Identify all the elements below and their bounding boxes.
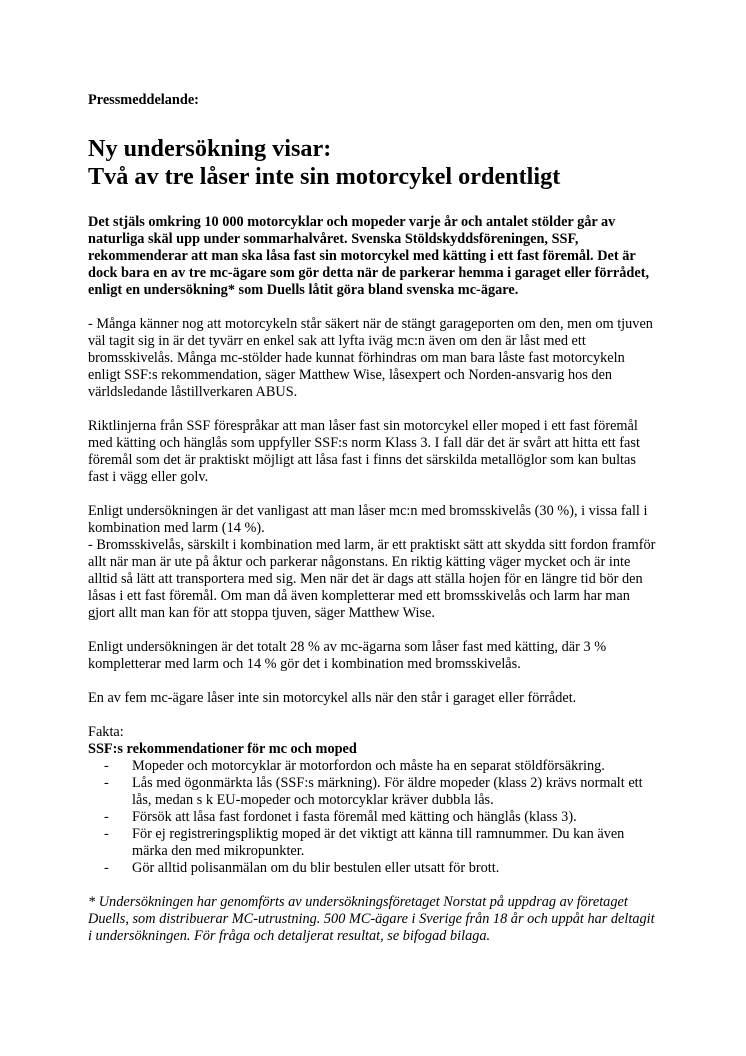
list-bullet: -: [104, 826, 109, 842]
body-paragraph-1: - Många känner nog att motorcykeln står säkert när de stängt garageporten om den, men om tjuven väl tagit sig in är det tyvärr en enkel sak att lyfta iväg mc:n även om den är låst med ett bromsskivelås. Många mc-stölder hade kunnat förhindras om man bara låste fast motorcykeln enligt SSF:s rekommendation, säger Matthew Wise, låsexpert och Norden-ansvarig hos den världsledande låstillverkaren ABUS.: [88, 316, 653, 400]
facts-label: Fakta:: [88, 724, 124, 740]
list-item-text: Lås med ögonmärkta lås (SSF:s märkning). För äldre mopeder (klass 2) krävs normalt ett lås, medan s k EU-mopeder och motorcyklar kräver dubbla lås.: [132, 775, 643, 808]
facts-list: [88, 758, 658, 877]
body-paragraph-2: Riktlinjerna från SSF förespråkar att man låser fast sin motorcykel eller moped i ett fast föremål med kätting och hänglås som uppfyller SSF:s norm Klass 3. I fall där det är svårt att hitta ett fast föremål som det är praktiskt möjligt att låsa fast i finns det särskilda metallöglor som kan bultas fast i vägg eller golv.: [88, 418, 640, 485]
list-item: [104, 809, 658, 826]
body-paragraph-6: En av fem mc-ägare låser inte sin motorcykel alls när den står i garaget eller förrådet.: [88, 690, 577, 706]
headline-line-1: Ny undersökning visar:: [88, 135, 332, 162]
list-item: [104, 758, 658, 775]
list-item-text: Försök att låsa fast fordonet i fasta föremål med kätting och hänglås (klass 3).: [132, 809, 577, 825]
list-bullet: -: [104, 860, 109, 876]
list-item: [104, 860, 658, 877]
body-paragraph-4: - Bromsskivelås, särskilt i kombination med larm, är ett praktiskt sätt att skydda sitt fordon framför allt när man är ute på åktur och parkerar någonstans. En riktig kätting väger mycket och är inte alltid så lätt att transportera med sig. Men när det är dags att ställa hojen för en längre tid bör den låsas i ett fast föremål. Om man då även kompletterar med ett bromsskivelås och larm har man gjort allt man kan för att stoppa tjuven, säger Matthew Wise.: [88, 537, 656, 621]
lead-paragraph: Det stjäls omkring 10 000 motorcyklar och mopeder varje år och antalet stölder går av naturliga skäl upp under sommarhalvåret. Svenska Stöldskyddsföreningen, SSF, rekommenderar att man ska låsa fast sin motorcykel med kätting i ett fast föremål. Det är dock bara en av tre mc-ägare som gör detta när de parkerar hemma i garaget eller förrådet, enligt en undersökning* som Duells låtit göra bland svenska mc-ägare.: [88, 214, 650, 298]
survey-footnote: * Undersökningen har genomförts av undersökningsföretaget Norstat på uppdrag av företaget Duells, som distribuerar MC-utrustning. 500 MC-ägare i Sverige från 18 år och uppåt har deltagit i undersökningen. För fråga och detaljerat resultat, se bifogad bilaga.: [88, 894, 655, 944]
list-item-text: För ej registreringspliktig moped är det viktigt att känna till ramnummer. Du kan även märka den med mikropunkter.: [132, 826, 625, 859]
list-item: [104, 775, 658, 809]
headline: [88, 135, 658, 191]
list-item-text: Mopeder och motorcyklar är motorfordon och måste ha en separat stöldförsäkring.: [132, 758, 605, 774]
headline-line-2: Två av tre låser inte sin motorcykel ordentligt: [88, 163, 561, 190]
list-bullet: -: [104, 758, 109, 774]
facts-section: [88, 724, 658, 877]
list-item: [104, 826, 658, 860]
document-label: Pressmeddelande:: [88, 92, 199, 108]
facts-title: SSF:s rekommendationer för mc och moped: [88, 741, 357, 757]
list-bullet: -: [104, 775, 109, 791]
list-bullet: -: [104, 809, 109, 825]
list-item-text: Gör alltid polisanmälan om du blir bestulen eller utsatt för brott.: [132, 860, 500, 876]
body-paragraph-5: Enligt undersökningen är det totalt 28 % av mc-ägarna som låser fast med kätting, där 3 % kompletterar med larm och 14 % gör det i kombination med bromsskivelås.: [88, 639, 607, 672]
body-paragraph-3: Enligt undersökningen är det vanligast att man låser mc:n med bromsskivelås (30 %), i vissa fall i kombination med larm (14 %).: [88, 503, 648, 536]
